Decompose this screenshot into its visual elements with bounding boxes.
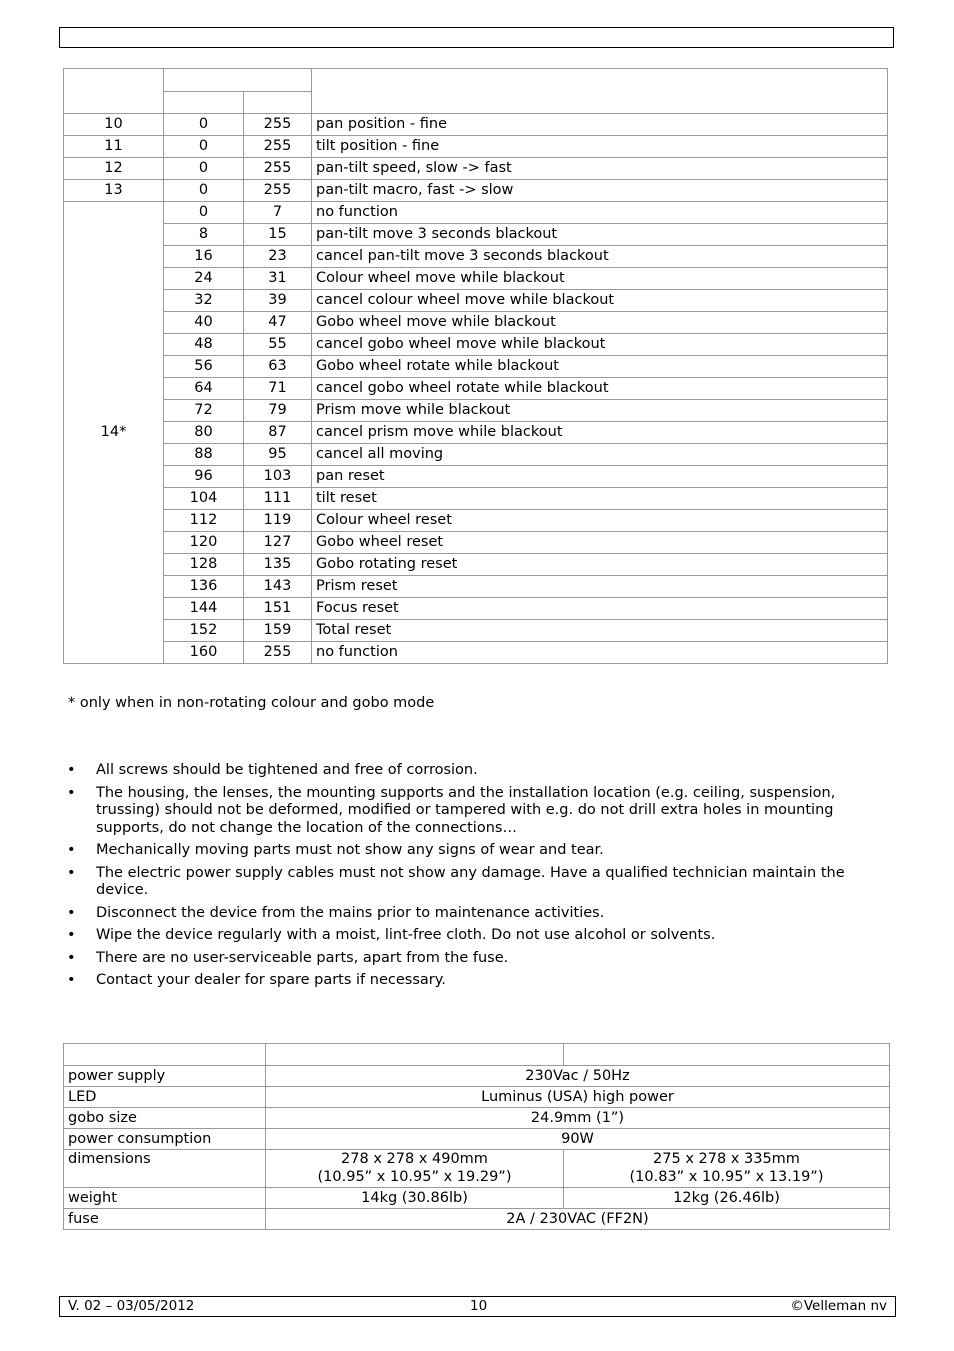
dmx-row xyxy=(64,268,888,290)
channel-cell: 14* xyxy=(64,202,164,664)
to-value-cell: 255 xyxy=(244,114,312,136)
to-value-cell: 255 xyxy=(244,180,312,202)
from-value-cell: 152 xyxy=(164,620,244,642)
dmx-channel-table xyxy=(63,68,888,664)
function-cell: pan-tilt speed, slow -> fast xyxy=(312,158,888,180)
dmx-row xyxy=(64,400,888,422)
channel-header-cell xyxy=(64,69,164,114)
spec-row-led xyxy=(64,1087,890,1108)
to-value-cell: 255 xyxy=(244,642,312,664)
maintenance-item-text: The electric power supply cables must not show any damage. Have a qualified technician maintain the device. xyxy=(96,864,845,898)
function-cell: cancel all moving xyxy=(312,444,888,466)
from-value-cell: 64 xyxy=(164,378,244,400)
dmx-row xyxy=(64,532,888,554)
from-value-cell: 72 xyxy=(164,400,244,422)
spec-header-row xyxy=(64,1044,890,1066)
to-value-cell: 95 xyxy=(244,444,312,466)
dmx-row xyxy=(64,554,888,576)
dmx-header-row xyxy=(64,69,888,92)
footer-copyright: ©Velleman nv xyxy=(790,1298,887,1314)
from-value-cell: 48 xyxy=(164,334,244,356)
bullet-icon: • xyxy=(67,949,76,966)
to-value-cell: 47 xyxy=(244,312,312,334)
from-value-cell: 88 xyxy=(164,444,244,466)
spec-value-model-a xyxy=(266,1150,564,1188)
maintenance-item-text: Mechanically moving parts must not show any signs of wear and tear. xyxy=(96,842,604,858)
spec-value-model-a: 14kg (30.86lb) xyxy=(266,1188,564,1209)
to-value-cell: 159 xyxy=(244,620,312,642)
to-value-cell: 15 xyxy=(244,224,312,246)
dmx-row xyxy=(64,642,888,664)
function-cell: cancel prism move while blackout xyxy=(312,422,888,444)
to-value-cell: 111 xyxy=(244,488,312,510)
to-value-cell: 79 xyxy=(244,400,312,422)
maintenance-item xyxy=(64,865,854,900)
bullet-icon: • xyxy=(67,864,76,881)
dmx-row xyxy=(64,312,888,334)
channel-cell: 11 xyxy=(64,136,164,158)
to-value-cell: 71 xyxy=(244,378,312,400)
dmx-row xyxy=(64,290,888,312)
dmx-row xyxy=(64,378,888,400)
function-header-cell xyxy=(312,69,888,114)
spec-value: 24.9mm (1”) xyxy=(266,1108,890,1129)
to-value-cell: 143 xyxy=(244,576,312,598)
from-value-cell: 160 xyxy=(164,642,244,664)
to-value-cell: 255 xyxy=(244,136,312,158)
from-value-cell: 144 xyxy=(164,598,244,620)
function-cell: pan reset xyxy=(312,466,888,488)
spec-row-weight xyxy=(64,1188,890,1209)
spec-label: weight xyxy=(64,1188,266,1209)
dimensions-metric-a: 278 x 278 x 490mm xyxy=(341,1151,488,1167)
to-value-cell: 23 xyxy=(244,246,312,268)
spec-label: power consumption xyxy=(64,1129,266,1150)
bullet-icon: • xyxy=(67,904,76,921)
to-value-cell: 39 xyxy=(244,290,312,312)
from-value-cell: 128 xyxy=(164,554,244,576)
to-value-cell: 151 xyxy=(244,598,312,620)
from-value-cell: 120 xyxy=(164,532,244,554)
spec-label: fuse xyxy=(64,1209,266,1230)
channel-cell: 12 xyxy=(64,158,164,180)
function-cell: Gobo rotating reset xyxy=(312,554,888,576)
function-cell: cancel gobo wheel move while blackout xyxy=(312,334,888,356)
function-cell: no function xyxy=(312,202,888,224)
spec-row-gobo-size xyxy=(64,1108,890,1129)
function-cell: cancel pan-tilt move 3 seconds blackout xyxy=(312,246,888,268)
maintenance-item-text: Disconnect the device from the mains prior to maintenance activities. xyxy=(96,904,605,921)
dmx-row xyxy=(64,114,888,136)
from-value-cell: 0 xyxy=(164,180,244,202)
maintenance-item xyxy=(64,905,854,923)
maintenance-item xyxy=(64,785,854,838)
to-value-cell: 87 xyxy=(244,422,312,444)
maintenance-item-text: The housing, the lenses, the mounting supports and the installation location (e.g. ceiling, suspension, trussing) should not be deformed, modified or tampered with e.g. do not drill extra holes in mounting supports, do not change the location of the connections… xyxy=(96,784,836,836)
function-cell: Prism move while blackout xyxy=(312,400,888,422)
function-cell: tilt reset xyxy=(312,488,888,510)
spec-label: dimensions xyxy=(64,1150,266,1188)
from-value-cell: 16 xyxy=(164,246,244,268)
function-cell: Colour wheel reset xyxy=(312,510,888,532)
bullet-icon: • xyxy=(67,927,76,943)
to-value-cell: 31 xyxy=(244,268,312,290)
dmx-row xyxy=(64,620,888,642)
spec-label: power supply xyxy=(64,1066,266,1087)
maintenance-list xyxy=(64,762,854,995)
from-value-cell: 56 xyxy=(164,356,244,378)
spec-label: LED xyxy=(64,1087,266,1108)
dmx-row xyxy=(64,334,888,356)
from-value-cell: 112 xyxy=(164,510,244,532)
dmx-row xyxy=(64,202,888,224)
value-header-cell xyxy=(164,69,312,92)
channel-cell: 10 xyxy=(64,114,164,136)
dmx-row xyxy=(64,466,888,488)
from-value-cell: 32 xyxy=(164,290,244,312)
to-header-cell xyxy=(244,91,312,114)
function-cell: Total reset xyxy=(312,620,888,642)
dimensions-imperial-b: (10.83” x 10.95” x 13.19”) xyxy=(629,1168,824,1185)
from-value-cell: 24 xyxy=(164,268,244,290)
to-value-cell: 119 xyxy=(244,510,312,532)
function-cell: Prism reset xyxy=(312,576,888,598)
page-footer xyxy=(59,1296,896,1317)
from-value-cell: 104 xyxy=(164,488,244,510)
from-header-cell xyxy=(164,91,244,114)
from-value-cell: 80 xyxy=(164,422,244,444)
spec-header-model-b-cell xyxy=(564,1044,890,1066)
to-value-cell: 255 xyxy=(244,158,312,180)
from-value-cell: 0 xyxy=(164,114,244,136)
spec-value-model-b xyxy=(564,1150,890,1188)
spec-header-model-a-cell xyxy=(266,1044,564,1066)
function-cell: pan-tilt macro, fast -> slow xyxy=(312,180,888,202)
dmx-row xyxy=(64,510,888,532)
to-value-cell: 127 xyxy=(244,532,312,554)
spec-row-dimensions xyxy=(64,1150,890,1188)
function-cell: Colour wheel move while blackout xyxy=(312,268,888,290)
channel-cell: 13 xyxy=(64,180,164,202)
function-cell: pan position - fine xyxy=(312,114,888,136)
function-cell: cancel gobo wheel rotate while blackout xyxy=(312,378,888,400)
specifications-table xyxy=(63,1043,890,1230)
spec-value: Luminus (USA) high power xyxy=(266,1087,890,1108)
bullet-icon: • xyxy=(67,784,76,801)
dmx-row xyxy=(64,576,888,598)
dmx-row xyxy=(64,598,888,620)
function-cell: Gobo wheel move while blackout xyxy=(312,312,888,334)
dmx-row xyxy=(64,444,888,466)
dimensions-imperial-a: (10.95” x 10.95” x 19.29”) xyxy=(317,1168,512,1185)
spec-header-label-cell xyxy=(64,1044,266,1066)
from-value-cell: 96 xyxy=(164,466,244,488)
maintenance-item xyxy=(64,927,854,945)
bullet-icon: • xyxy=(67,972,76,988)
dmx-row xyxy=(64,180,888,202)
from-value-cell: 8 xyxy=(164,224,244,246)
dmx-row xyxy=(64,158,888,180)
function-cell: cancel colour wheel move while blackout xyxy=(312,290,888,312)
maintenance-item xyxy=(64,842,854,860)
maintenance-item xyxy=(64,762,854,780)
dmx-row xyxy=(64,246,888,268)
function-cell: Focus reset xyxy=(312,598,888,620)
to-value-cell: 7 xyxy=(244,202,312,224)
footer-version: V. 02 – 03/05/2012 xyxy=(68,1298,195,1314)
spec-row-power-supply xyxy=(64,1066,890,1087)
dimensions-metric-b: 275 x 278 x 335mm xyxy=(653,1151,800,1167)
maintenance-item-text: All screws should be tightened and free of corrosion. xyxy=(96,762,478,778)
spec-label: gobo size xyxy=(64,1108,266,1129)
dmx-row xyxy=(64,136,888,158)
maintenance-item-text: Wipe the device regularly with a moist, lint-free cloth. Do not use alcohol or solvents. xyxy=(96,927,716,943)
spec-value-model-b: 12kg (26.46lb) xyxy=(564,1188,890,1209)
to-value-cell: 135 xyxy=(244,554,312,576)
bullet-icon: • xyxy=(67,762,76,778)
to-value-cell: 55 xyxy=(244,334,312,356)
spec-value: 90W xyxy=(266,1129,890,1150)
spec-value: 230Vac / 50Hz xyxy=(266,1066,890,1087)
dmx-row xyxy=(64,224,888,246)
from-value-cell: 136 xyxy=(164,576,244,598)
from-value-cell: 0 xyxy=(164,158,244,180)
spec-row-power-consumption xyxy=(64,1129,890,1150)
to-value-cell: 103 xyxy=(244,466,312,488)
page-header-box xyxy=(59,27,894,48)
bullet-icon: • xyxy=(67,842,76,858)
maintenance-item-text: Contact your dealer for spare parts if necessary. xyxy=(96,972,446,988)
footer-page-number: 10 xyxy=(470,1298,488,1314)
spec-value: 2A / 230VAC (FF2N) xyxy=(266,1209,890,1230)
maintenance-item-text: There are no user-serviceable parts, apart from the fuse. xyxy=(96,949,509,966)
maintenance-item xyxy=(64,972,854,990)
from-value-cell: 40 xyxy=(164,312,244,334)
maintenance-item xyxy=(64,950,854,968)
dmx-row xyxy=(64,488,888,510)
from-value-cell: 0 xyxy=(164,136,244,158)
to-value-cell: 63 xyxy=(244,356,312,378)
function-cell: pan-tilt move 3 seconds blackout xyxy=(312,224,888,246)
function-cell: Gobo wheel rotate while blackout xyxy=(312,356,888,378)
function-cell: no function xyxy=(312,642,888,664)
dmx-row xyxy=(64,356,888,378)
dmx-row xyxy=(64,422,888,444)
function-cell: Gobo wheel reset xyxy=(312,532,888,554)
spec-row-fuse xyxy=(64,1209,890,1230)
dmx-footnote: * only when in non-rotating colour and gobo mode xyxy=(68,695,435,711)
function-cell: tilt position - fine xyxy=(312,136,888,158)
from-value-cell: 0 xyxy=(164,202,244,224)
